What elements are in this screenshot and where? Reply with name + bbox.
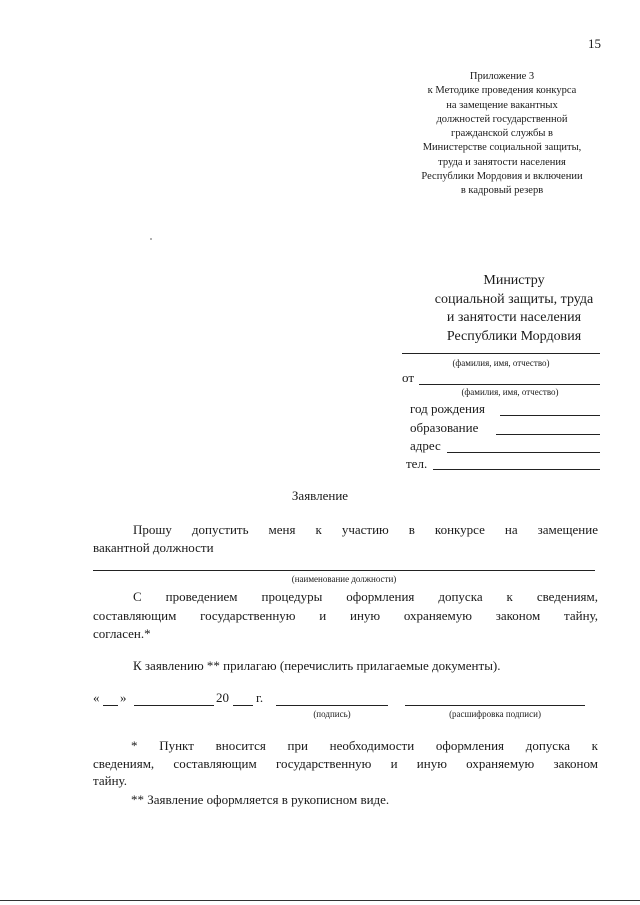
education-label: образование [410,420,479,435]
scan-speck [150,238,152,240]
signature-line [276,705,388,706]
date-day-line [103,705,118,706]
para1-line1: Прошу допустить меня к участию в конкурсе на замещение [133,522,598,537]
para2-line2: составляющим государственную и иную охраняемую законом тайну, [93,608,598,623]
addressee-block [404,272,624,346]
signature-caption: (подпись) [313,709,351,719]
para2-line1: С проведением процедуры оформления допуска к сведениям, [133,589,598,604]
signature-decoding-caption: (расшифровка подписи) [449,709,541,719]
appendix-line: гражданской службы в [451,128,553,140]
footnote1-line2: сведениям, составляющим государственную и иную охраняемую законом [93,756,598,771]
appendix-line: на замещение вакантных [446,99,558,111]
appendix-line: должностей государственной [436,113,568,125]
position-line [93,570,595,571]
footnote1-line1: * Пункт вносится при необходимости оформления допуска к [131,738,598,753]
date-quote-open: « [93,690,100,705]
para2-line3: согласен.* [93,626,151,641]
page-bottom-edge [0,900,640,901]
from-line [419,384,600,385]
date-month-line [134,705,214,706]
appendix-line: труда и занятости населения [438,156,566,168]
date-year-prefix: 20 [216,690,229,705]
footnote2: ** Заявление оформляется в рукописном виде. [131,792,390,807]
fio-caption-1: (фамилия, имя, отчество) [452,358,550,368]
appendix-line: Республики Мордовия и включении [421,171,583,183]
date-year-suffix: г. [256,690,264,705]
phone-line [433,469,600,470]
footnote1-line3: тайну. [93,773,127,788]
appendix-line: Приложение 3 [469,71,535,82]
page-number: 15 [588,36,601,51]
addressee-line: Министру [483,273,545,288]
birth-year-label: год рождения [410,401,485,416]
from-label: от [402,370,415,385]
addressee-line: социальной защиты, труда [434,291,594,307]
date-year-line [233,705,253,706]
para1-line2: вакантной должности [93,540,214,555]
address-label: адрес [410,438,441,453]
fio-caption-2: (фамилия, имя, отчество) [461,387,559,397]
position-caption: (наименование должности) [291,574,397,584]
document-title: Заявление [291,488,349,503]
appendix-header [395,70,609,199]
phone-label: тел. [406,456,428,471]
appendix-line: к Методике проведения конкурса [427,85,577,97]
date-quote-close: » [120,690,127,705]
fio-line-1 [402,353,600,354]
signature-decoding-line [405,705,585,706]
addressee-line: и занятости населения [446,310,582,325]
education-line [496,434,600,435]
birth-year-line [500,415,600,416]
addressee-line: Республики Мордовия [446,328,582,344]
appendix-line: в кадровый резерв [460,185,544,197]
appendix-line: Министерстве социальной защиты, [422,142,582,154]
para3: К заявлению ** прилагаю (перечислить прилагаемые документы). [133,658,501,673]
address-line [447,452,600,453]
